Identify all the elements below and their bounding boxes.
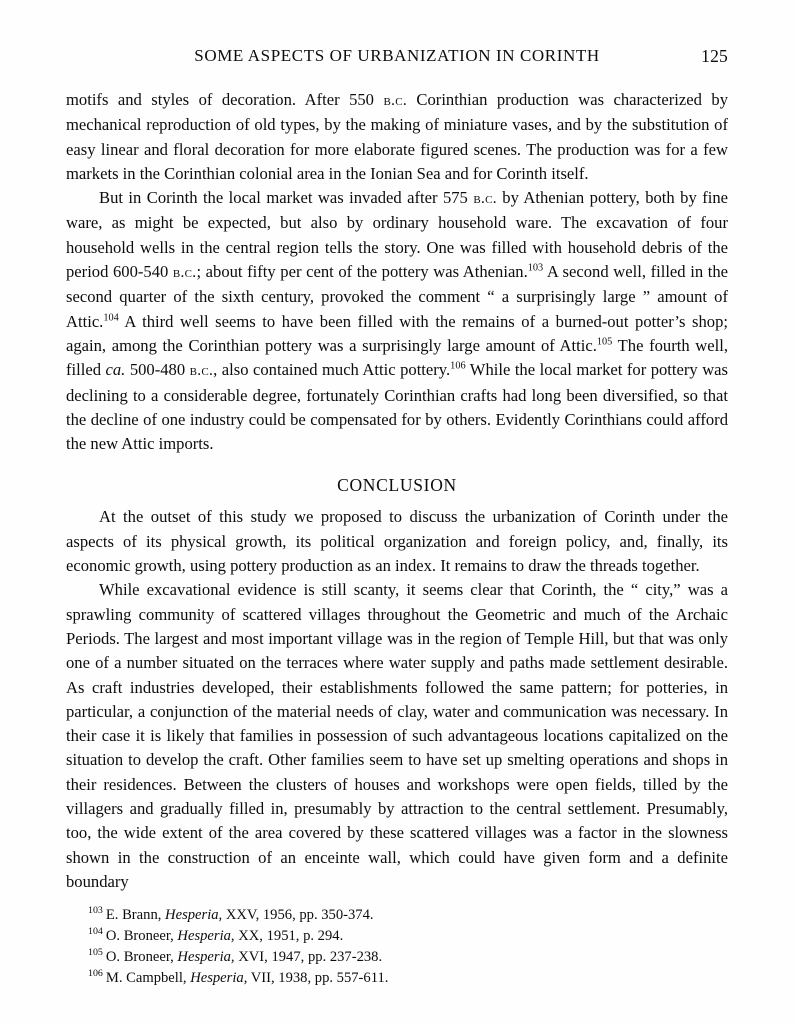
footnote bbox=[66, 968, 728, 989]
footnote-text: M. Campbell, Hesperia, VII, 1938, pp. 557-611. bbox=[105, 970, 389, 986]
paragraph: motifs and styles of decoration. After 550 b.c. Corinthian production was characterized by mechanical reproduction of old types, by the making of miniature vases, and by the substitution of easy linear and floral decoration for more elaborate figured scenes. The production was for a few markets in the Corinthian colonial area in the Ionian Sea and for Corinth itself. bbox=[66, 90, 728, 183]
footnote bbox=[66, 926, 728, 947]
page-number-value: 125 bbox=[701, 46, 728, 66]
footnote-text: E. Brann, Hesperia, XXV, 1956, pp. 350-374. bbox=[105, 907, 374, 923]
running-head-title: SOME ASPECTS OF URBANIZATION IN CORINTH bbox=[194, 46, 600, 65]
body-column bbox=[66, 88, 728, 894]
footnote bbox=[66, 947, 728, 968]
page-number bbox=[701, 46, 728, 67]
footnote-marker: 105 bbox=[88, 947, 103, 959]
footnote-block bbox=[66, 905, 728, 989]
paragraph: At the outset of this study we proposed to discuss the urbanization of Corinth under the aspects of its physical growth, its political organization and foreign policy, and, finally, its economic growth, using pottery production as an index. It remains to draw the threads together. bbox=[66, 507, 728, 576]
footnote-text: O. Broneer, Hesperia, XX, 1951, p. 294. bbox=[105, 928, 344, 944]
footnote-marker: 104 bbox=[88, 926, 103, 938]
running-head bbox=[66, 46, 728, 66]
footnote-marker: 106 bbox=[88, 968, 103, 980]
footnote-text: O. Broneer, Hesperia, XVI, 1947, pp. 237-238. bbox=[105, 949, 383, 965]
footnote bbox=[66, 905, 728, 926]
footnote-marker: 103 bbox=[88, 905, 103, 917]
section-heading: CONCLUSION bbox=[337, 475, 457, 496]
paragraph: While excavational evidence is still scanty, it seems clear that Corinth, the “ city,” was a sprawling community of scattered villages throughout the Geometric and much of the Archaic Periods. The largest and most important village was in the region of Temple Hill, but that was only one of a number situated on the terraces where water supply and paths made settlement desirable. As craft industries developed, their establishments followed the same pattern; for potteries, in particular, a conjunction of the material needs of clay, water and communication was necessary. In their case it is likely that families in possession of such advantageous locations capitalized on the situation to develop the craft. Other families seem to have set up smelting operations and shops in their residences. Between the clusters of houses and workshops were open fields, tilled by the villagers and gradually filled in, presumably by attraction to the central settlement. Presumably, too, the wide extent of the area covered by these scattered villages was a factor in the slowness shown in the construction of an enceinte wall, which could have given form and a definite boundary bbox=[66, 580, 728, 891]
paragraph: But in Corinth the local market was invaded after 575 b.c. by Athenian pottery, both by fine ware, as might be expected, but also by ordinary household ware. The excavation of four household wells in the central region tells the story. One was filled with household debris of the period 600-540 b.c.; about fifty per cent of the pottery was Athenian.$^{103}$ A second well, filled in the second quarter of the sixth century, provoked the comment “ a surprisingly large ” amount of Attic.$^{104}$ A third well seems to have been filled with the remains of a burned-out potter’s shop; again, among the Corinthian pottery was a surprisingly large amount of Attic.$^{105}$ The fourth well, filled ca. 500-480 b.c., also contained much Attic pottery.$^{106}$ While the local market for pottery was declining to a considerable degree, fortunately Corinthian crafts had long been diversified, so that the decline of one industry could be compensated for by others. Evidently Corinthians could afford the new Attic imports. bbox=[66, 188, 729, 454]
